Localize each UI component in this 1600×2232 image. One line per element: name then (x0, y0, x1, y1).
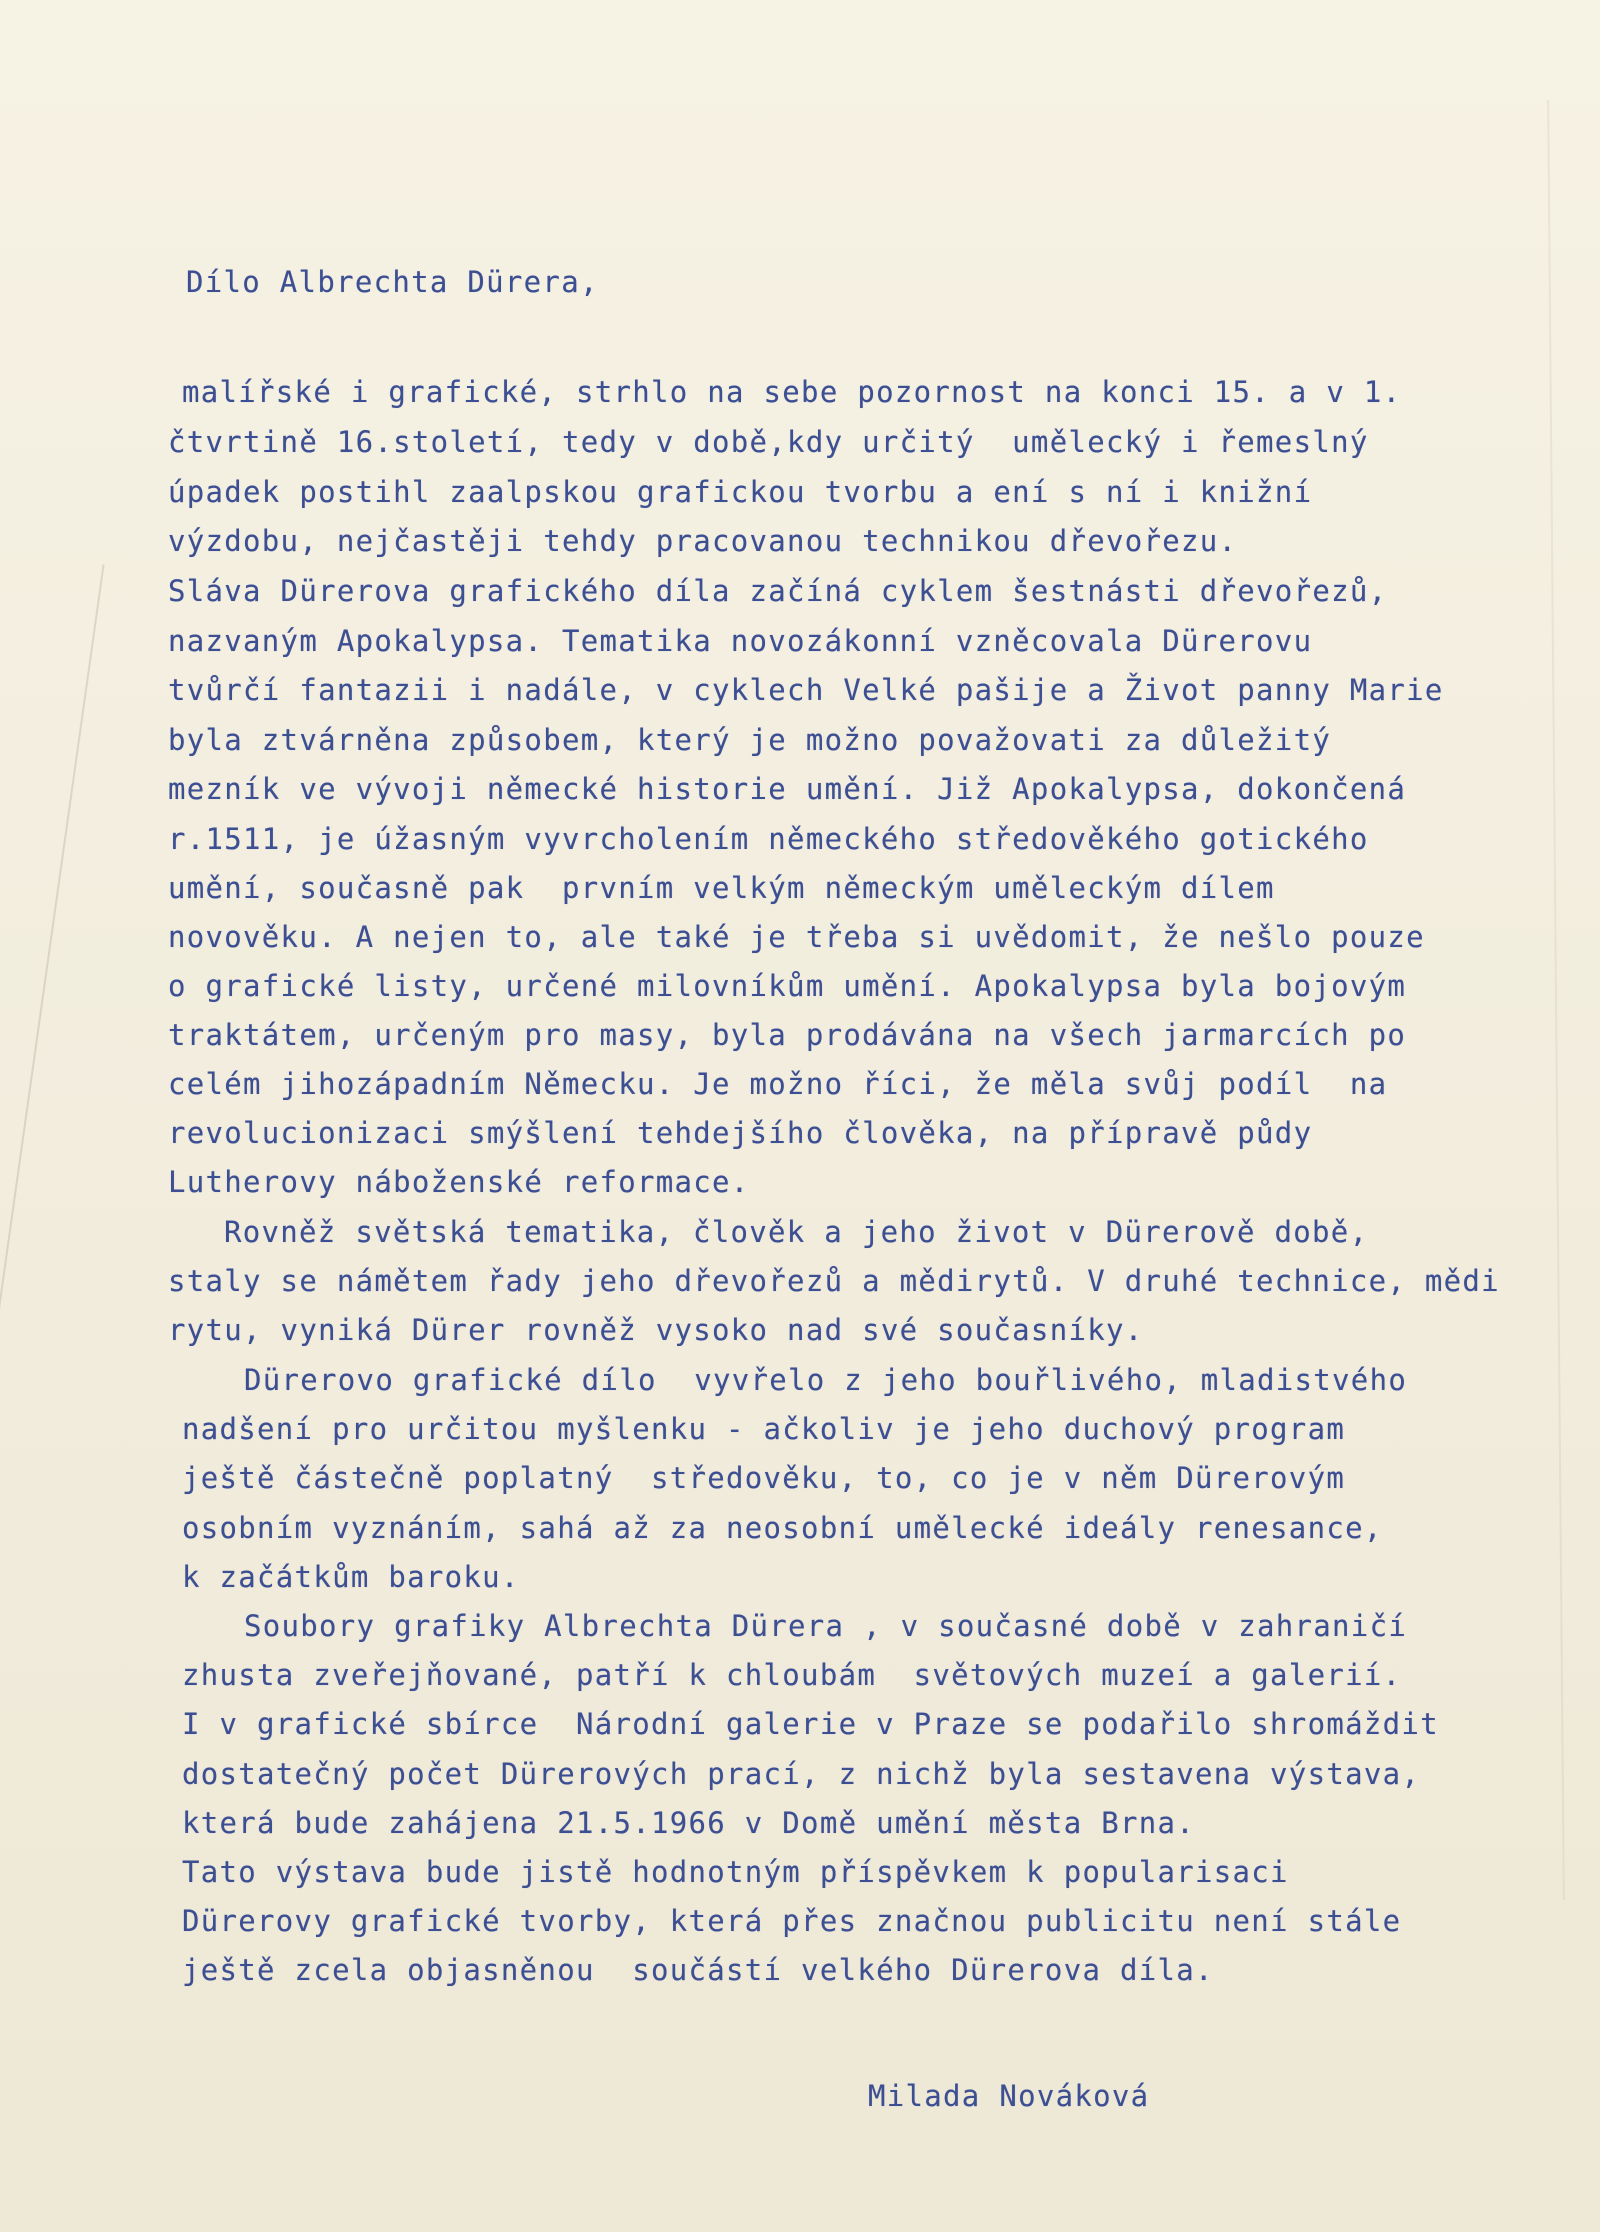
text-line: malířské i grafické, strhlo na sebe pozornost na konci 15. a v 1. (182, 375, 1402, 409)
text-line: celém jihozápadním Německu. Je možno říci, že měla svůj podíl na (168, 1067, 1388, 1101)
text-line: Tato výstava bude jistě hodnotným příspěvkem k popularisaci (182, 1855, 1289, 1889)
text-line: nadšení pro určitou myšlenku - ačkoliv je jeho duchový program (182, 1412, 1346, 1446)
document-heading: Dílo Albrechta Dürera, (186, 265, 599, 299)
text-line: ještě částečně poplatný středověku, to, co je v něm Dürerovým (182, 1461, 1346, 1495)
text-line: Rovněž světská tematika, člověk a jeho život v Dürerově době, (224, 1215, 1369, 1249)
text-line: čtvrtině 16.století, tedy v době,kdy určitý umělecký i řemeslný (168, 425, 1369, 459)
text-line: dostatečný počet Dürerových prací, z nichž byla sestavena výstava, (182, 1757, 1421, 1791)
text-line: výzdobu, nejčastěji tehdy pracovanou technikou dřevořezu. (168, 524, 1238, 558)
text-line: osobním vyznáním, sahá až za neosobní umělecké ideály renesance, (182, 1511, 1383, 1545)
text-line: revolucionizaci smýšlení tehdejšího člověka, na přípravě půdy (168, 1116, 1313, 1150)
text-line: umění, současně pak prvním velkým německým uměleckým dílem (168, 871, 1275, 905)
text-line: traktátem, určeným pro masy, byla prodávána na všech jarmarcích po (168, 1018, 1407, 1052)
signature: Milada Nováková (868, 2079, 1150, 2113)
text-line: nazvaným Apokalypsa. Tematika novozákonní vzněcovala Dürerovu (168, 624, 1313, 658)
text-line: novověku. A nejen to, ale také je třeba si uvědomit, že nešlo pouze (168, 920, 1425, 954)
text-line: Lutherovy náboženské reformace. (168, 1165, 750, 1199)
text-line: úpadek postihl zaalpskou grafickou tvorbu a ení s ní i knižní (168, 475, 1313, 509)
text-line: tvůrčí fantazii i nadále, v cyklech Velké pašije a Život panny Marie (168, 673, 1444, 707)
text-line: mezník ve vývoji německé historie umění. Již Apokalypsa, dokončená (168, 772, 1407, 806)
text-line: Sláva Dürerova grafického díla začíná cyklem šestnásti dřevořezů, (168, 574, 1388, 608)
text-line: Dürerovy grafické tvorby, která přes značnou publicitu není stále (182, 1904, 1402, 1938)
text-line: zhusta zveřejňované, patří k chloubám světových muzeí a galerií. (182, 1658, 1402, 1692)
text-line: která bude zahájena 21.5.1966 v Domě umění města Brna. (182, 1806, 1196, 1840)
text-line: Dürerovo grafické dílo vyvřelo z jeho bouřlivého, mladistvého (244, 1363, 1408, 1397)
text-line: byla ztvárněna způsobem, který je možno považovati za důležitý (168, 723, 1332, 757)
text-line: ještě zcela objasněnou součástí velkého Dürerova díla. (182, 1953, 1214, 1987)
text-line: rytu, vyniká Dürer rovněž vysoko nad své současníky. (168, 1313, 1144, 1347)
text-line: staly se námětem řady jeho dřevořezů a mědirytů. V druhé technice, mědi (168, 1264, 1500, 1298)
text-line: k začátkům baroku. (182, 1560, 520, 1594)
text-line: r.1511, je úžasným vyvrcholením německého středověkého gotického (168, 822, 1369, 856)
text-line: o grafické listy, určené milovníkům umění. Apokalypsa byla bojovým (168, 969, 1407, 1003)
text-line: Soubory grafiky Albrechta Dürera , v současné době v zahraničí (244, 1609, 1408, 1643)
text-line: I v grafické sbírce Národní galerie v Praze se podařilo shromáždit (182, 1707, 1439, 1741)
